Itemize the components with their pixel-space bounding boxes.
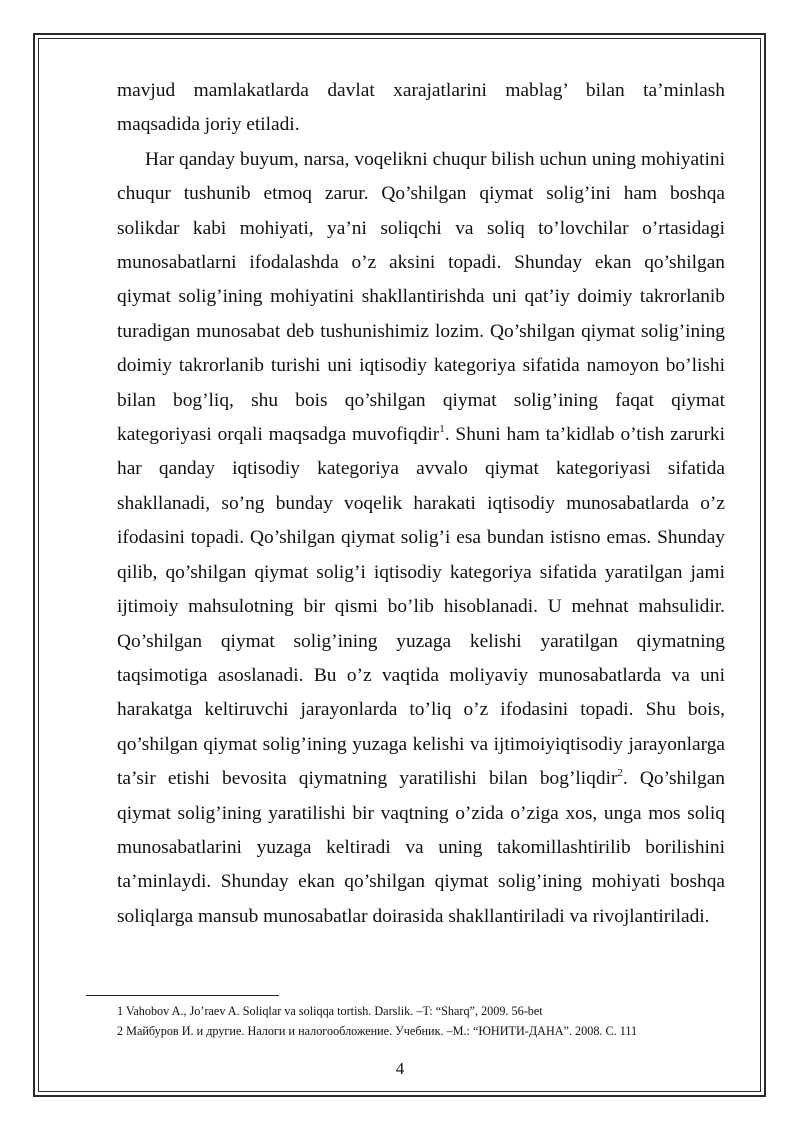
footnote-1: 1 Vahobov A., Jo’raev A. Soliqlar va soliqqa tortish. Darslik. –T: “Sharq”, 2009. 56-bet: [117, 1004, 543, 1018]
footnote-2: 2 Майбуров И. и другие. Налоги и налогообложение. Учебник. –М.: “ЮНИТИ-ДАНА”. 2008. С. 111: [117, 1024, 638, 1038]
paragraph-2: [117, 143, 725, 934]
page-number: 4: [395, 1059, 405, 1078]
main-text: [117, 74, 725, 934]
paragraph-2-part-3: . Qo’shilgan qiymat solig’ining yaratilishi bir vaqtning o’zida o’ziga xos, unga mos soliq munosabatlarini yuzaga keltiradi va uning takomillashtirilib borilishini ta’minlaydi. Shunday ekan qo’shilgan qiymat solig’ining mohiyati boshqa soliqlarga mansub munosabatlar doirasida shakllantiriladi va rivojlantiriladi.: [117, 768, 726, 927]
paragraph-2-part-1: Har qanday buyum, narsa, voqelikni chuqur bilish uchun uning mohiyatini chuqur tushunib etmoq zarur. Qo’shilgan qiymat solig’ini ham boshqa solikdar kabi mohiyati, ya’ni soliqchi va soliq to’lovchilar o’rtasidagi munosabatlarni ifodalashda o’z aksini topadi. Shunday ekan qo’shilgan qiymat solig’ining mohiyatini shakllantirishda uni qat’iy doimiy takrorlanib turadigan munosabat deb tushunishimiz lozim. Qo’shilgan qiymat solig’ining doimiy takrorlanib turishi uni iqtisodiy kategoriya sifatida namoyon bo’lishi bilan bog’liq, shu bois qo’shilgan qiymat solig’ining faqat qiymat kategoriyasi orqali maqsadga muvofiqdir: [117, 148, 725, 446]
paragraph-1: mavjud mamlakatlarda davlat xarajatlarini mablag’ bilan ta’minlash maqsadida joriy etiladi.: [117, 80, 725, 136]
footnotes: [117, 1001, 737, 1041]
footnote-separator: [86, 995, 279, 996]
footnote-ref-2: 2: [617, 766, 623, 779]
footnote-ref-1: 1: [439, 422, 445, 435]
paragraph-2-part-2: . Shuni ham ta’kidlab o’tish zarurki har qanday iqtisodiy kategoriya avvalo qiymat kategoriyasi sifatida shakllanadi, so’ng bunday voqelik harakati iqtisodiy munosabatlarda o’z ifodasini topadi. Qo’shilgan qiymat solig’i esa bundan istisno emas. Shunday qilib, qo’shilgan qiymat solig’i iqtisodiy kategoriya sifatida yaratilgan jami ijtimoiy mahsulotning bir qismi bo’lib hisoblanadi. U mehnat mahsulidir. Qo’shilgan qiymat solig’ining yuzaga kelishi yaratilgan qiymatning taqsimotiga asoslanadi. Bu o’z vaqtida moliyaviy munosabatlarda va uni harakatga keltiruvchi jarayonlarda to’liq o’z ifodasini topadi. Shu bois, qo’shilgan qiymat solig’ining yuzaga kelishi va ijtimoiyiqtisodiy jarayonlarga ta’sir etishi bevosita qiymatning yaratilishi bilan bog’liqdir: [117, 424, 725, 790]
